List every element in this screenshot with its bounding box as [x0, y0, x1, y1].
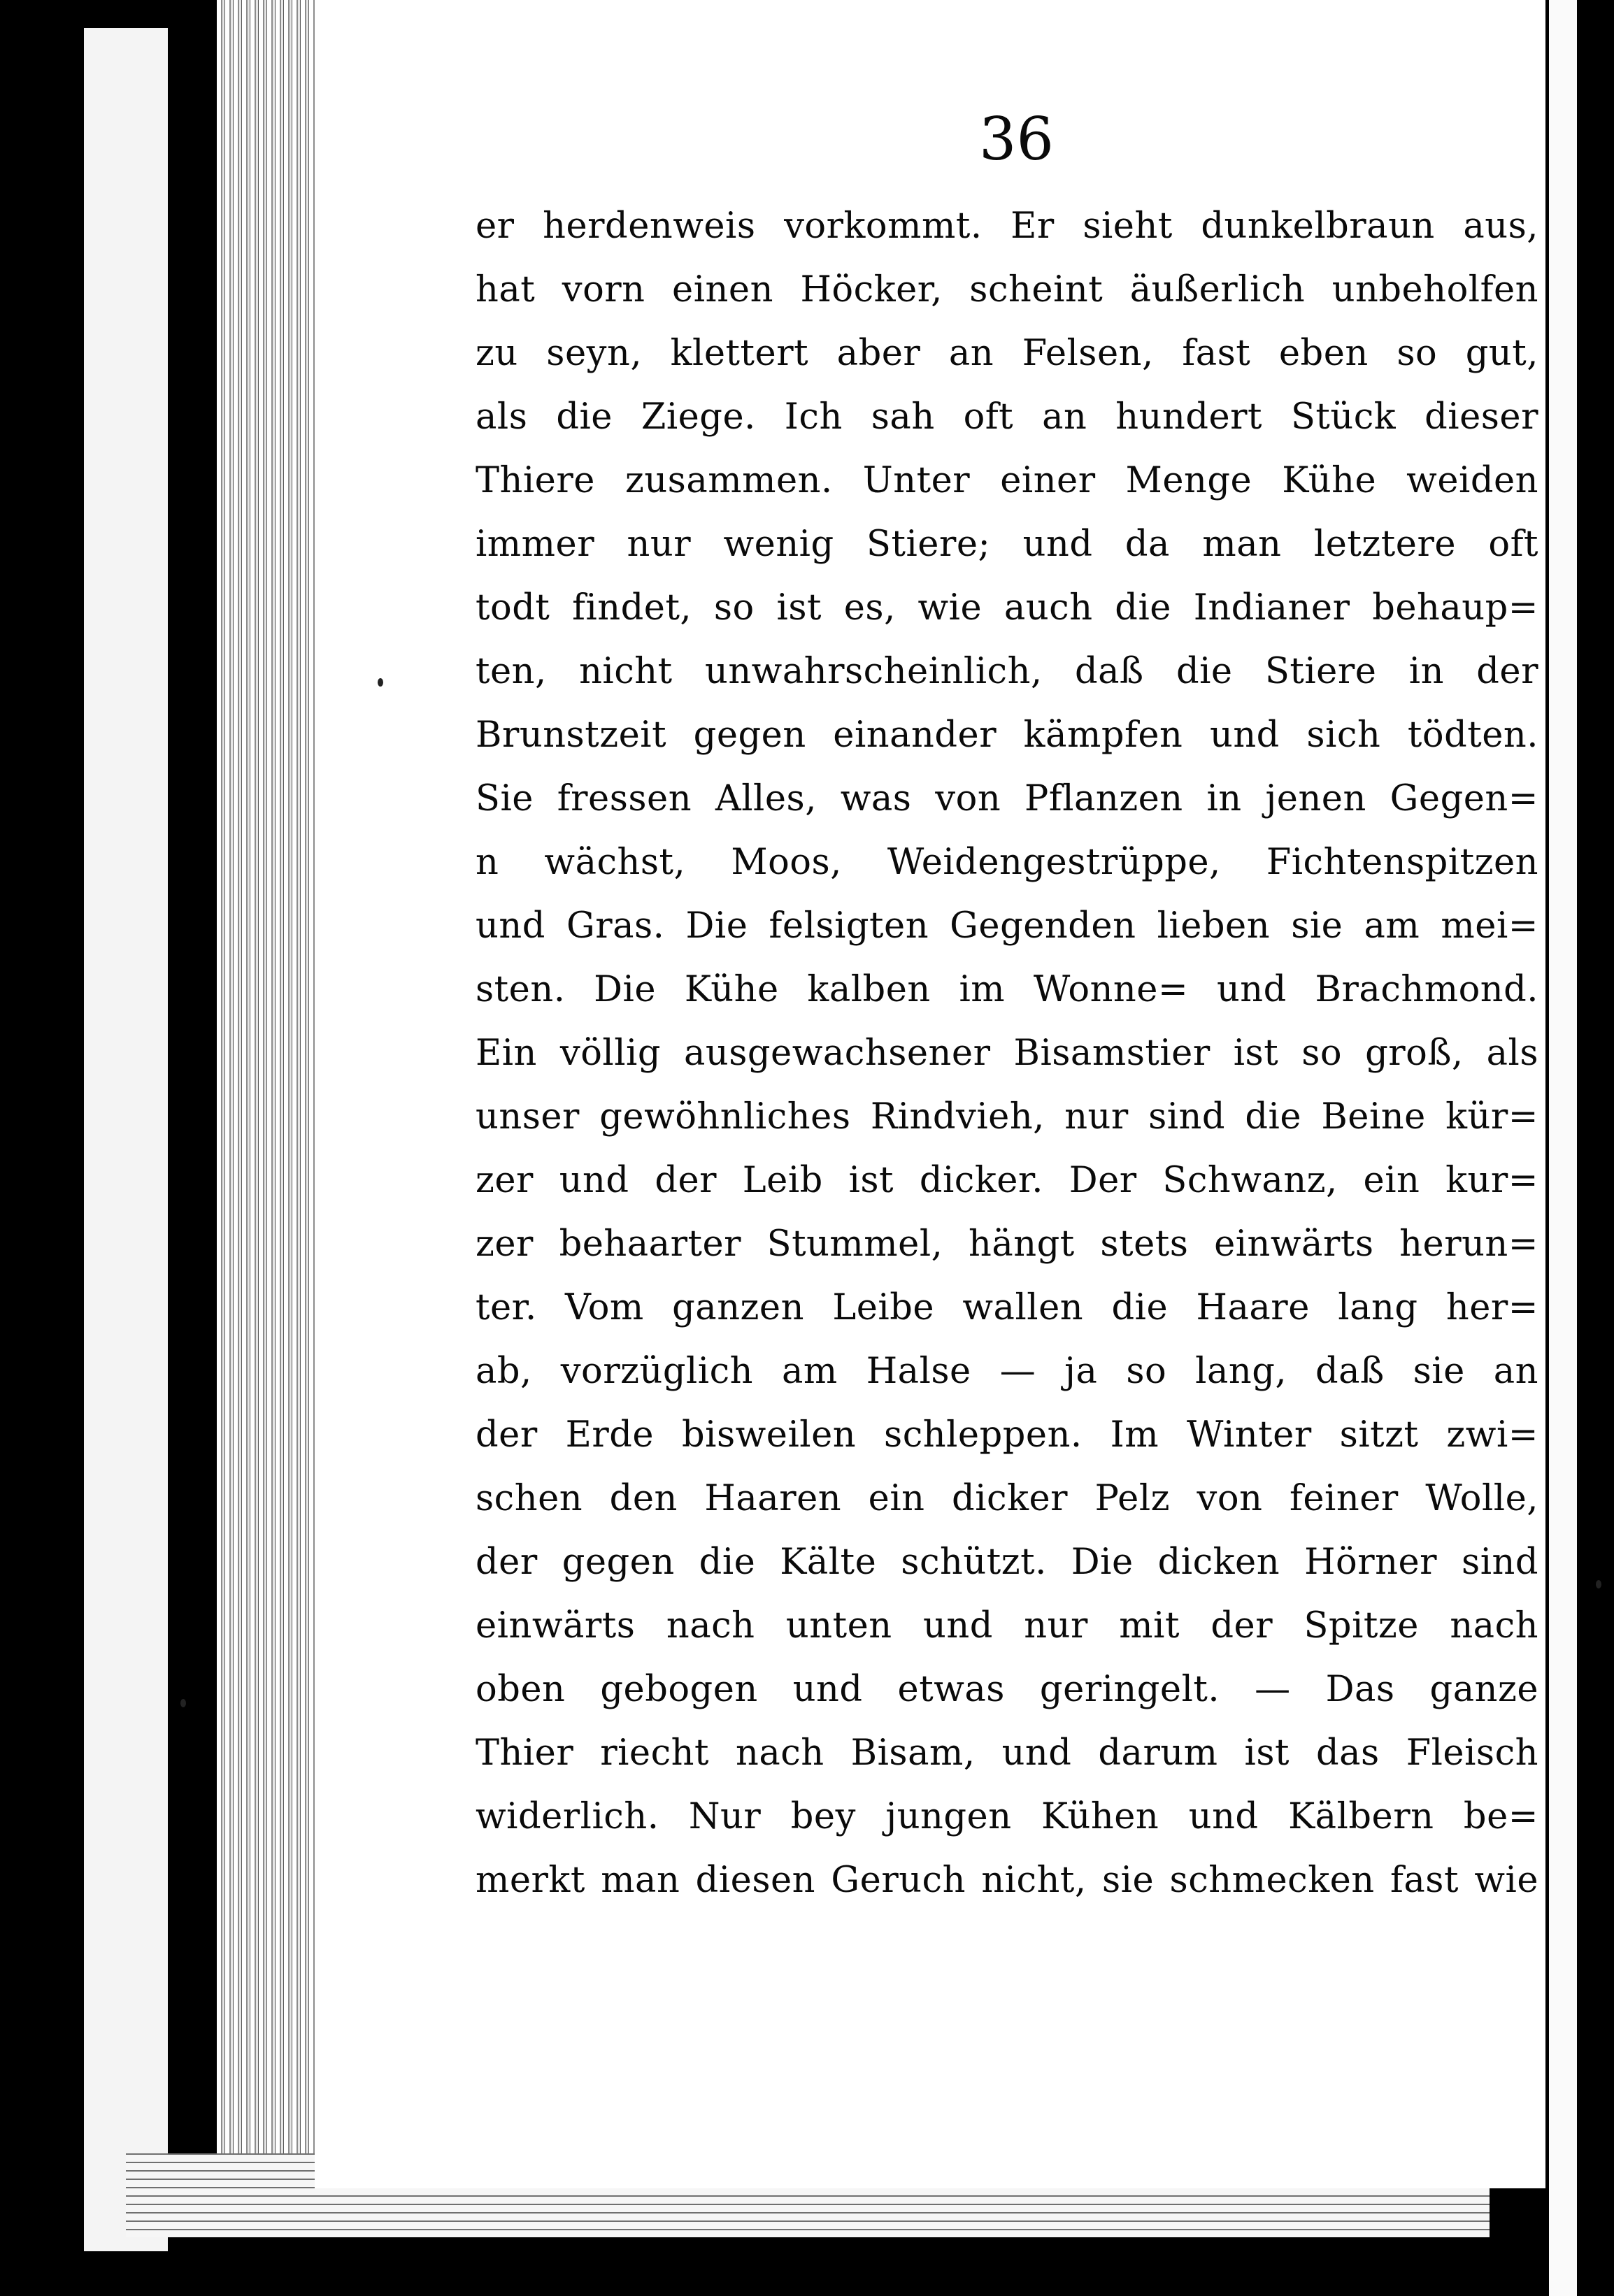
text-line: und Gras. Die felsigten Gegenden lieben sie am mei= — [476, 905, 1538, 947]
text-line: der Erde bisweilen schleppen. Im Winter sitzt zwi= — [476, 1414, 1538, 1456]
text-line: zer behaarter Stummel, hängt stets einwärts herun= — [476, 1224, 1538, 1265]
text-line: widerlich. Nur bey jungen Kühen und Kälbern be= — [476, 1796, 1538, 1837]
page-number: 36 — [979, 105, 1054, 173]
scan-speck — [180, 1699, 186, 1707]
facing-page-edge — [84, 28, 168, 2251]
text-line: ten, nicht unwahrscheinlich, daß die Stiere in der — [476, 651, 1538, 692]
text-line: todt findet, so ist es, wie auch die Indianer behaup= — [476, 587, 1538, 629]
text-line: immer nur wenig Stiere; und da man letztere oft — [476, 524, 1538, 565]
text-line: hat vorn einen Höcker, scheint äußerlich unbeholfen — [476, 269, 1538, 310]
text-line: einwärts nach unten und nur mit der Spitze nach — [476, 1605, 1538, 1646]
page-stack-edges — [217, 0, 329, 2153]
text-line: sten. Die Kühe kalben im Wonne= und Brachmond. — [476, 969, 1538, 1010]
text-line: zer und der Leib ist dicker. Der Schwanz, ein kur= — [476, 1160, 1538, 1201]
text-line: Thiere zusammen. Unter einer Menge Kühe weiden — [476, 460, 1538, 501]
text-line: n wächst, Moos, Weidengestrüppe, Fichtenspitzen — [476, 842, 1538, 883]
text-line: schen den Haaren ein dicker Pelz von feiner Wolle, — [476, 1478, 1538, 1519]
text-line: Thier riecht nach Bisam, und darum ist das Fleisch — [476, 1732, 1538, 1774]
scan-speck — [1596, 1580, 1601, 1588]
text-line: als die Ziege. Ich sah oft an hundert Stück dieser — [476, 396, 1538, 438]
text-line: ab, vorzüglich am Halse — ja so lang, daß sie an — [476, 1351, 1538, 1392]
body-text — [476, 194, 1538, 1912]
text-line: Ein völlig ausgewachsener Bisamstier ist so groß, als — [476, 1033, 1538, 1074]
right-page-edge — [1549, 0, 1577, 2296]
scan-speck — [378, 678, 383, 687]
text-line: zu seyn, klettert aber an Felsen, fast eben so gut, — [476, 333, 1538, 374]
text-line: unser gewöhnliches Rindvieh, nur sind die Beine kür= — [476, 1096, 1538, 1138]
text-line: merkt man diesen Geruch nicht, sie schmecken fast wie — [476, 1860, 1538, 1901]
text-line: Brunstzeit gegen einander kämpfen und sich tödten. — [476, 715, 1538, 756]
text-line: oben gebogen und etwas geringelt. — Das ganze — [476, 1669, 1538, 1710]
text-line: der gegen die Kälte schützt. Die dicken Hörner sind — [476, 1542, 1538, 1583]
text-line: Sie fressen Alles, was von Pflanzen in jenen Gegen= — [476, 778, 1538, 819]
text-line: er herdenweis vorkommt. Er sieht dunkelbraun aus, — [476, 206, 1538, 247]
text-line: ter. Vom ganzen Leibe wallen die Haare lang her= — [476, 1287, 1538, 1328]
